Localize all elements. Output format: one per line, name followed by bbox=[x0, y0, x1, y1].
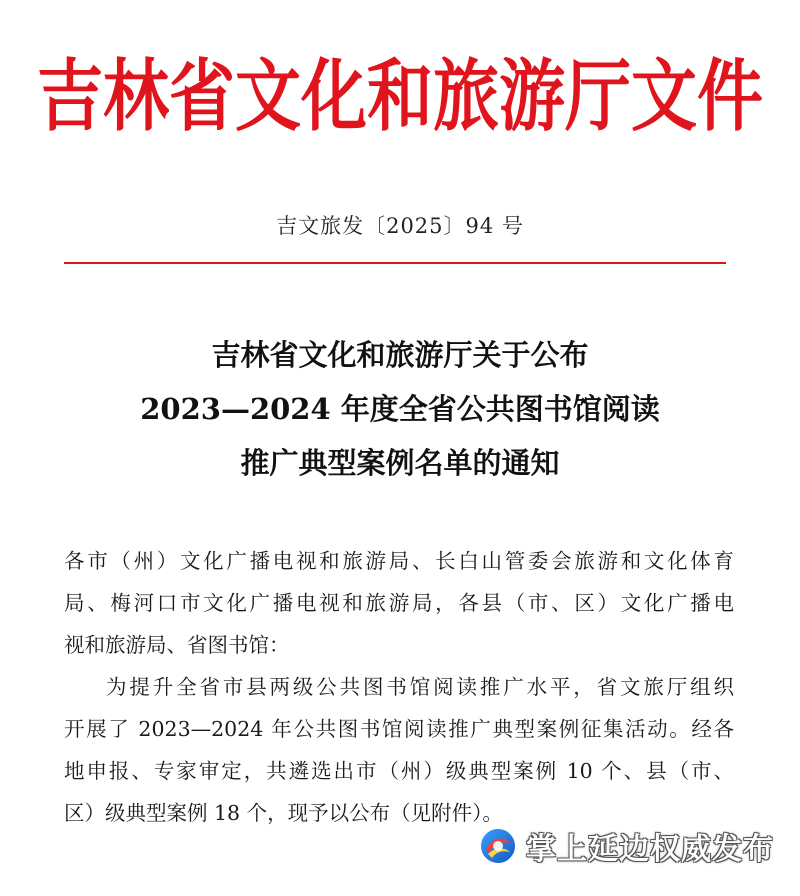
body-line: 开展了 2023—2024 年公共图书馆阅读推广典型案例征集活动。经各 bbox=[64, 717, 734, 741]
body-line: 为提升全省市县两级公共图书馆阅读推广水平，省文旅厅组织 bbox=[106, 675, 734, 699]
body-line: 区）级典型案例 18 个，现予以公布（见附件）。 bbox=[64, 801, 503, 825]
body-line: 局、梅河口市文化广播电视和旅游局，各县（市、区）文化广播电 bbox=[64, 591, 734, 615]
document-header-title: 吉林省文化和旅游厅文件 bbox=[37, 50, 763, 142]
notice-title-line: 2023—2024 年度全省公共图书馆阅读 bbox=[140, 392, 660, 426]
notice-body bbox=[64, 540, 734, 834]
document-number: 吉文旅发〔2025〕94 号 bbox=[276, 214, 524, 238]
notice-title-line: 吉林省文化和旅游厅关于公布 bbox=[211, 338, 589, 372]
app-logo-icon bbox=[478, 826, 518, 866]
watermark-text: 掌上延边权威发布 bbox=[526, 832, 774, 867]
watermark bbox=[478, 824, 774, 868]
body-line: 地申报、专家审定，共遴选出市（州）级典型案例 10 个、县（市、 bbox=[64, 759, 734, 783]
notice-title bbox=[0, 328, 800, 490]
body-line: 视和旅游局、省图书馆： bbox=[64, 633, 290, 657]
body-line: 各市（州）文化广播电视和旅游局、长白山管委会旅游和文化体育 bbox=[64, 549, 734, 573]
header-divider bbox=[64, 262, 726, 264]
notice-title-line: 推广典型案例名单的通知 bbox=[240, 446, 560, 480]
